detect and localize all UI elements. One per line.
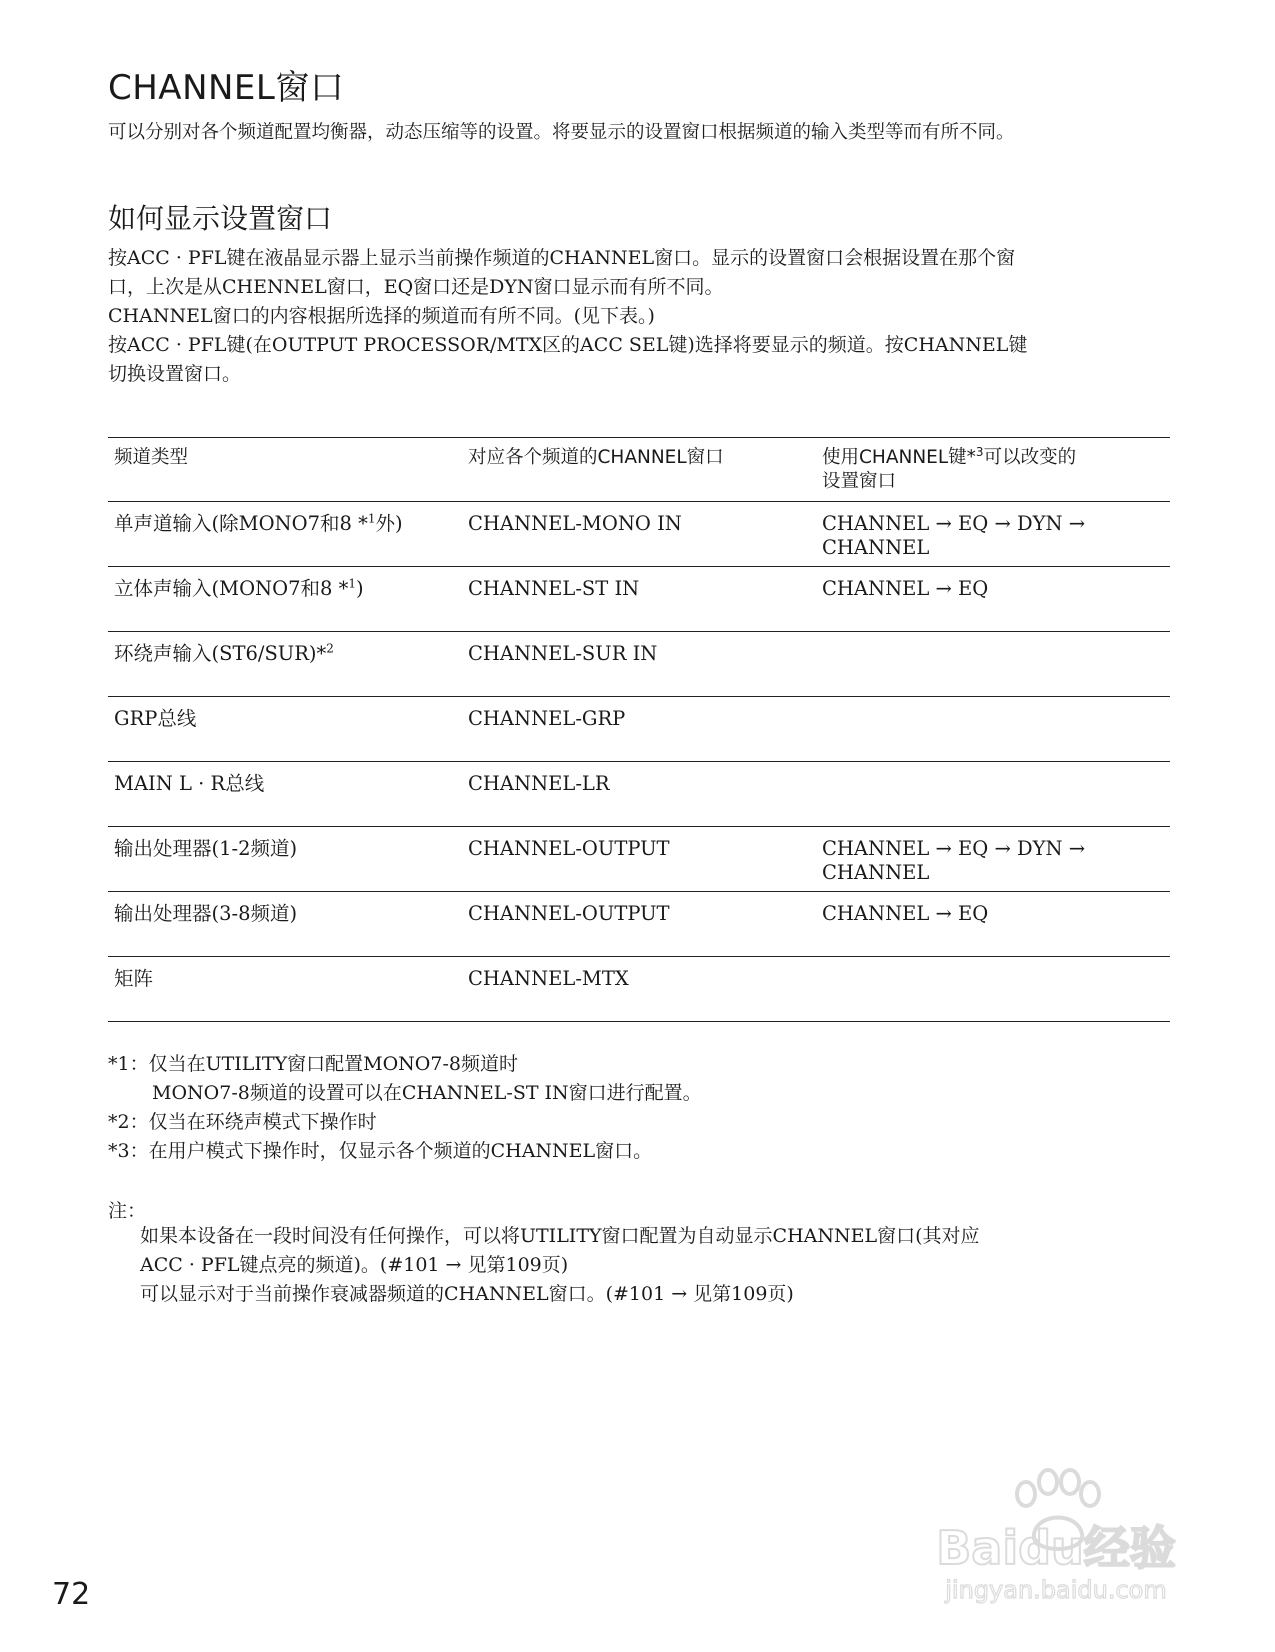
footnote: *1：仅当在UTILITY窗口配置MONO7-8频道时 <box>108 1053 518 1075</box>
footnote: *2：仅当在环绕声模式下操作时 <box>108 1111 377 1133</box>
channel-window-table <box>108 437 1170 1022</box>
intro-paragraph: 可以分别对各个频道配置均衡器，动态压缩等的设置。将要显示的设置窗口根据频道的输入类型等而有所不同。 <box>108 122 1015 143</box>
type-text: 输出处理器(1-2频道) <box>114 837 298 860</box>
section-line: 按ACC · PFL键在液晶显示器上显示当前操作频道的CHANNEL窗口。显示的设置窗口会根据设置在那个窗 <box>108 247 1016 269</box>
note-body <box>140 1222 980 1309</box>
section-heading: 如何显示设置窗口 <box>108 202 333 235</box>
header-channel-type: 频道类型 <box>108 438 462 502</box>
cell-channel-window: CHANNEL-OUTPUT <box>462 892 816 957</box>
type-sup: 2 <box>326 641 334 656</box>
switch-line: CHANNEL <box>822 861 930 884</box>
header-channel-window: 对应各个频道的CHANNEL窗口 <box>462 438 816 502</box>
section-line: 切换设置窗口。 <box>108 363 242 385</box>
switch-line: CHANNEL → EQ → DYN → <box>822 837 1086 860</box>
header-switchable-windows <box>816 438 1170 502</box>
cell-channel-window: CHANNEL-LR <box>462 762 816 827</box>
page-title: CHANNEL窗口 <box>108 68 345 108</box>
header-col3-text-post: 可以改变的 <box>983 447 1077 468</box>
cell-switchable-windows <box>816 827 1170 892</box>
type-text: 立体声输入(MONO7和8 * <box>114 577 349 600</box>
table-row <box>108 892 1170 957</box>
footnote-continuation: MONO7-8频道的设置可以在CHANNEL-ST IN窗口进行配置。 <box>152 1082 702 1104</box>
cell-channel-type <box>108 567 462 632</box>
cell-channel-type <box>108 957 462 1022</box>
switch-line: CHANNEL → EQ <box>822 902 989 925</box>
type-sup: 1 <box>367 511 376 526</box>
note-line: ACC · PFL键点亮的频道)。(#101 → 见第109页) <box>140 1254 569 1276</box>
cell-channel-window: CHANNEL-OUTPUT <box>462 827 816 892</box>
footnote: *3：在用户模式下操作时，仅显示各个频道的CHANNEL窗口。 <box>108 1140 653 1162</box>
cell-channel-type <box>108 827 462 892</box>
table-row <box>108 567 1170 632</box>
cell-channel-type <box>108 502 462 567</box>
table-row <box>108 632 1170 697</box>
type-text: 矩阵 <box>114 967 154 990</box>
footnotes <box>108 1050 702 1166</box>
note-line: 如果本设备在一段时间没有任何操作，可以将UTILITY窗口配置为自动显示CHANNEL窗口(其对应 <box>140 1225 980 1247</box>
type-text: 输出处理器(3-8频道) <box>114 902 298 925</box>
cell-channel-type <box>108 632 462 697</box>
table-row <box>108 957 1170 1022</box>
cell-switchable-windows <box>816 567 1170 632</box>
cell-channel-type <box>108 892 462 957</box>
section-body <box>108 244 1188 389</box>
cell-channel-window: CHANNEL-ST IN <box>462 567 816 632</box>
watermark-url: jingyan.baidu.com <box>945 1576 1167 1604</box>
section-line: 口，上次是从CHENNEL窗口，EQ窗口还是DYN窗口显示而有所不同。 <box>108 276 724 298</box>
cell-switchable-windows <box>816 632 1170 697</box>
cell-switchable-windows <box>816 762 1170 827</box>
header-col3-line2: 设置窗口 <box>822 471 897 492</box>
cell-channel-type <box>108 697 462 762</box>
cell-channel-window: CHANNEL-GRP <box>462 697 816 762</box>
switch-line: CHANNEL <box>822 536 930 559</box>
type-post: ) <box>356 577 364 600</box>
cell-switchable-windows <box>816 957 1170 1022</box>
type-text: MAIN L · R总线 <box>114 772 265 795</box>
switch-line: CHANNEL → EQ → DYN → <box>822 512 1086 535</box>
header-col3-sup: 3 <box>975 444 984 459</box>
type-text: 单声道输入(除MONO7和8 * <box>114 512 368 535</box>
note-label: 注： <box>108 1200 147 1222</box>
cell-channel-window: CHANNEL-MTX <box>462 957 816 1022</box>
cell-channel-window: CHANNEL-MONO IN <box>462 502 816 567</box>
baidu-watermark <box>906 1456 1206 1606</box>
type-text: GRP总线 <box>114 707 197 730</box>
cell-channel-type <box>108 762 462 827</box>
table-row <box>108 697 1170 762</box>
table-row <box>108 502 1170 567</box>
type-sup: 1 <box>348 576 357 591</box>
type-post: 外) <box>375 512 403 535</box>
table-row <box>108 762 1170 827</box>
header-col3-text: 使用CHANNEL键* <box>822 447 976 468</box>
switch-line: CHANNEL → EQ <box>822 577 989 600</box>
cell-channel-window: CHANNEL-SUR IN <box>462 632 816 697</box>
type-text: 环绕声输入(ST6/SUR)* <box>114 642 327 665</box>
watermark-text: Baidu经验 <box>936 1521 1176 1575</box>
section-line: 按ACC · PFL键(在OUTPUT PROCESSOR/MTX区的ACC SEL键)选择将要显示的频道。按CHANNEL键 <box>108 334 1028 356</box>
cell-switchable-windows <box>816 502 1170 567</box>
cell-switchable-windows <box>816 697 1170 762</box>
section-line: CHANNEL窗口的内容根据所选择的频道而有所不同。(见下表。) <box>108 305 655 327</box>
table-header-row <box>108 438 1170 502</box>
page-number: 72 <box>52 1577 91 1612</box>
note-line: 可以显示对于当前操作衰减器频道的CHANNEL窗口。(#101 → 见第109页) <box>140 1283 794 1305</box>
table-row <box>108 827 1170 892</box>
cell-switchable-windows <box>816 892 1170 957</box>
